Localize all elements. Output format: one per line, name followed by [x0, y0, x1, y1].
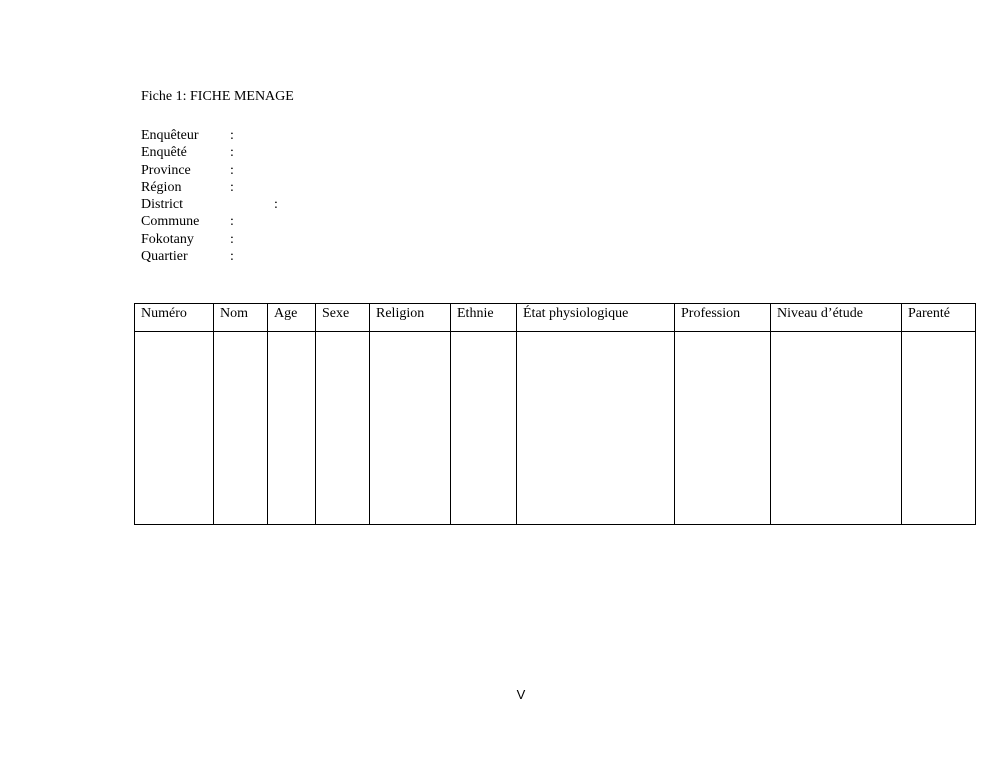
field-label: Quartier — [141, 249, 188, 265]
field-colon: : — [230, 162, 234, 178]
field-label: District — [141, 197, 183, 213]
column-header-sexe: Sexe — [316, 304, 370, 332]
table-cell-niveau-etude — [771, 332, 902, 525]
column-header-nom: Nom — [214, 304, 268, 332]
household-table — [134, 303, 976, 525]
table-header-row — [135, 304, 976, 332]
column-header-age: Age — [268, 304, 316, 332]
field-label: Fokotany — [141, 231, 194, 247]
table-cell-sexe — [316, 332, 370, 525]
table-cell-religion — [370, 332, 451, 525]
column-header-niveau-etude: Niveau d’étude — [771, 304, 902, 332]
form-title: Fiche 1: FICHE MENAGE — [141, 89, 294, 104]
column-header-numero: Numéro — [135, 304, 214, 332]
column-header-ethnie: Ethnie — [451, 304, 517, 332]
field-colon: : — [274, 197, 278, 213]
column-header-profession: Profession — [675, 304, 771, 332]
table-cell-parente — [902, 332, 976, 525]
field-label: Commune — [141, 214, 200, 230]
column-header-religion: Religion — [370, 304, 451, 332]
field-label: Enquêté — [141, 145, 187, 161]
table-cell-ethnie — [451, 332, 517, 525]
table-cell-etat-physiologique — [517, 332, 675, 525]
page-number: V — [516, 687, 526, 702]
field-colon: : — [230, 231, 234, 247]
field-colon: : — [230, 249, 234, 265]
column-header-parente: Parenté — [902, 304, 976, 332]
field-colon: : — [230, 128, 234, 143]
table-cell-age — [268, 332, 316, 525]
field-colon: : — [230, 214, 234, 230]
field-colon: : — [230, 145, 234, 161]
table-cell-profession — [675, 332, 771, 525]
table-cell-nom — [214, 332, 268, 525]
column-header-etat-physiologique: État physiologique — [517, 304, 675, 332]
field-label: Enquêteur — [141, 128, 199, 143]
table-row — [135, 332, 976, 525]
field-label: Région — [141, 179, 182, 195]
field-colon: : — [230, 179, 234, 195]
table-cell-numero — [135, 332, 214, 525]
field-label: Province — [141, 162, 191, 178]
